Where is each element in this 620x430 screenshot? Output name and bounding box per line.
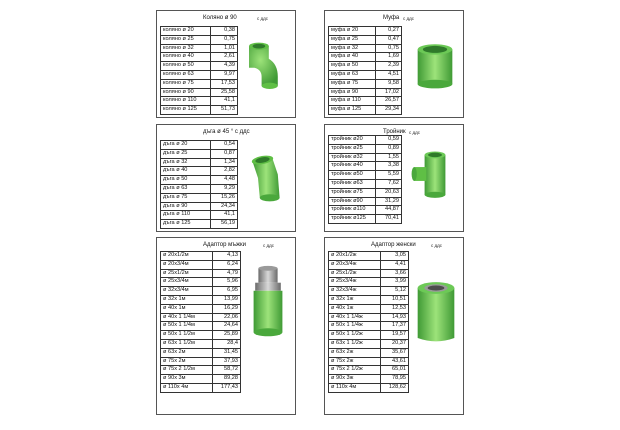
- item-price: 3,66: [381, 269, 409, 278]
- item-price: 78,95: [381, 375, 409, 384]
- item-price: 4,39: [211, 62, 238, 71]
- item-price: 2,39: [376, 62, 402, 71]
- table-row: [161, 331, 241, 340]
- item-name: дъга ø 20: [161, 141, 211, 150]
- item-price: 17,37: [381, 322, 409, 331]
- table-row: [329, 357, 409, 366]
- table-row: [161, 167, 238, 176]
- price-table: [160, 251, 241, 393]
- item-name: ø 40x 1м: [161, 304, 213, 313]
- item-price: 43,61: [381, 357, 409, 366]
- item-price: 5,59: [376, 171, 402, 180]
- item-name: ø 25x3/4м: [161, 278, 213, 287]
- table-row: [161, 70, 238, 79]
- table-row: [161, 193, 238, 202]
- table-row: [329, 252, 409, 261]
- item-name: коляно ø 20: [161, 27, 211, 36]
- table-row: [161, 348, 241, 357]
- table-row: [161, 176, 238, 185]
- coupling-fitting-image: [409, 35, 461, 95]
- item-name: коляно ø 75: [161, 79, 211, 88]
- item-price: 4,51: [376, 70, 402, 79]
- table-row: [161, 295, 241, 304]
- item-price: 4,79: [213, 269, 241, 278]
- item-name: ø 75x 2 1/2ж: [329, 366, 381, 375]
- table-row: [161, 53, 238, 62]
- item-name: дъга ø 75: [161, 193, 211, 202]
- item-price: 25,58: [211, 88, 238, 97]
- table-row: [329, 331, 409, 340]
- item-price: 58,72: [213, 366, 241, 375]
- item-name: коляно ø 50: [161, 62, 211, 71]
- table-row: [161, 260, 241, 269]
- item-name: дъга ø 125: [161, 220, 211, 229]
- table-row: [329, 79, 402, 88]
- item-name: тройник ø25: [329, 144, 376, 153]
- table-row: [329, 197, 402, 206]
- item-price: 22,06: [213, 313, 241, 322]
- tee-fitting-image: [409, 135, 461, 213]
- item-price: 51,73: [211, 106, 238, 115]
- table-row: [329, 62, 402, 71]
- table-row: [329, 44, 402, 53]
- item-name: ø 63x 1 1/2ж: [329, 339, 381, 348]
- item-price: 7,62: [376, 179, 402, 188]
- table-row: [161, 366, 241, 375]
- item-price: 44,87: [376, 206, 402, 215]
- table-row: [161, 97, 238, 106]
- table-row: [161, 35, 238, 44]
- item-price: 0,59: [376, 136, 402, 145]
- item-price: 35,67: [381, 348, 409, 357]
- card-title: Адаптор мъжки: [203, 242, 246, 248]
- item-name: ø 50x 1 1/4ж: [329, 322, 381, 331]
- table-row: [161, 322, 241, 331]
- table-row: [329, 260, 409, 269]
- item-name: тройник ø40: [329, 162, 376, 171]
- table-row: [329, 106, 402, 115]
- item-price: 15,26: [211, 193, 238, 202]
- item-price: 65,01: [381, 366, 409, 375]
- item-price: 3,05: [381, 252, 409, 261]
- item-name: ø 63x 2м: [161, 348, 213, 357]
- table-row: [161, 106, 238, 115]
- table-row: [161, 27, 238, 36]
- item-name: тройник ø90: [329, 197, 376, 206]
- item-name: ø 63x 1 1/2м: [161, 339, 213, 348]
- table-row: [161, 357, 241, 366]
- item-price: 0,54: [211, 141, 238, 150]
- item-name: ø 25x1/2ж: [329, 269, 381, 278]
- item-name: ø 50x 1 1/2м: [161, 331, 213, 340]
- table-row: [161, 149, 238, 158]
- item-name: ø 40x 1 1/4м: [161, 313, 213, 322]
- item-name: муфа ø 63: [329, 70, 376, 79]
- table-row: [329, 70, 402, 79]
- item-name: ø 32x3/4ж: [329, 287, 381, 296]
- table-row: [161, 44, 238, 53]
- item-price: 0,89: [376, 144, 402, 153]
- table-row: [329, 313, 409, 322]
- table-row: [329, 375, 409, 384]
- item-price: 0,87: [211, 149, 238, 158]
- item-name: тройник ø63: [329, 179, 376, 188]
- price-table: [328, 251, 409, 393]
- item-price: 41,1: [211, 97, 238, 106]
- item-name: коляно ø 32: [161, 44, 211, 53]
- table-row: [329, 179, 402, 188]
- item-price: 0,47: [376, 35, 402, 44]
- item-price: 0,75: [211, 35, 238, 44]
- table-row: [161, 211, 238, 220]
- item-price: 0,75: [376, 44, 402, 53]
- card-title: Коляно ø 90: [203, 15, 237, 21]
- item-price: 128,62: [381, 383, 409, 392]
- item-name: коляно ø 40: [161, 53, 211, 62]
- elbow-90-fitting-image: [240, 33, 294, 99]
- card-coupling: [324, 10, 464, 118]
- table-row: [329, 366, 409, 375]
- item-price: 20,37: [381, 339, 409, 348]
- item-name: дъга ø 110: [161, 211, 211, 220]
- table-row: [161, 313, 241, 322]
- table-row: [161, 158, 238, 167]
- item-price: 16,29: [213, 304, 241, 313]
- item-name: ø 75x 2м: [161, 357, 213, 366]
- price-table: [160, 140, 238, 229]
- item-name: муфа ø 125: [329, 106, 376, 115]
- item-name: муфа ø 40: [329, 53, 376, 62]
- table-row: [161, 269, 241, 278]
- table-row: [161, 339, 241, 348]
- female-adapter-fitting-image: [411, 268, 461, 358]
- card-title: Тройник: [383, 129, 406, 135]
- table-row: [329, 383, 409, 392]
- item-price: 9,97: [211, 70, 238, 79]
- item-price: 2,82: [211, 167, 238, 176]
- item-price: 56,19: [211, 220, 238, 229]
- item-price: 19,57: [381, 331, 409, 340]
- item-price: 29,34: [376, 106, 402, 115]
- item-price: 1,55: [376, 153, 402, 162]
- item-name: ø 50x 1 1/2ж: [329, 331, 381, 340]
- table-row: [329, 206, 402, 215]
- item-price: 41,1: [211, 211, 238, 220]
- table-row: [329, 35, 402, 44]
- card-tee: [324, 124, 464, 232]
- item-price: 4,41: [381, 260, 409, 269]
- item-name: муфа ø 90: [329, 88, 376, 97]
- item-name: ø 25x3/4ж: [329, 278, 381, 287]
- table-row: [329, 88, 402, 97]
- item-price: 4,48: [211, 176, 238, 185]
- card-title: Адаптор женски: [371, 242, 416, 248]
- item-price: 13,99: [213, 295, 241, 304]
- item-name: ø 20x1/2м: [161, 252, 213, 261]
- item-name: тройник ø20: [329, 136, 376, 145]
- item-price: 0,38: [211, 27, 238, 36]
- item-name: тройник ø50: [329, 171, 376, 180]
- table-row: [161, 220, 238, 229]
- item-price: 10,51: [381, 295, 409, 304]
- item-price: 3,99: [381, 278, 409, 287]
- table-row: [329, 97, 402, 106]
- item-price: 17,53: [211, 79, 238, 88]
- vat-label: с ддс: [403, 16, 415, 21]
- item-name: ø 20x3/4м: [161, 260, 213, 269]
- item-price: 6,95: [213, 287, 241, 296]
- item-price: 9,29: [211, 184, 238, 193]
- vat-label: с ддс: [431, 243, 443, 248]
- item-price: 9,58: [376, 79, 402, 88]
- item-name: коляно ø 90: [161, 88, 211, 97]
- item-name: ø 20x1/2ж: [329, 252, 381, 261]
- item-name: ø 75x 2ж: [329, 357, 381, 366]
- item-name: ø 32x3/4м: [161, 287, 213, 296]
- table-row: [161, 141, 238, 150]
- item-name: ø 63x 2ж: [329, 348, 381, 357]
- item-price: 6,24: [213, 260, 241, 269]
- table-row: [329, 278, 409, 287]
- item-name: дъга ø 50: [161, 176, 211, 185]
- table-row: [329, 269, 409, 278]
- item-price: 1,69: [376, 53, 402, 62]
- item-name: коляно ø 63: [161, 70, 211, 79]
- item-price: 4,13: [213, 252, 241, 261]
- table-row: [329, 287, 409, 296]
- card-male-adapter: [156, 237, 296, 415]
- male-adapter-fitting-image: [244, 256, 292, 351]
- table-row: [161, 184, 238, 193]
- table-row: [161, 62, 238, 71]
- item-name: муфа ø 50: [329, 62, 376, 71]
- vat-label: с ддс: [257, 16, 269, 21]
- table-row: [329, 162, 402, 171]
- item-name: ø 40x 1 1/4ж: [329, 313, 381, 322]
- item-price: 37,93: [213, 357, 241, 366]
- item-name: тройник ø32: [329, 153, 376, 162]
- table-row: [161, 278, 241, 287]
- card-title: дъга ø 45 ° с ддс: [203, 129, 250, 135]
- item-price: 20,63: [376, 188, 402, 197]
- price-table: [160, 26, 238, 115]
- item-price: 5,96: [213, 278, 241, 287]
- item-price: 70,41: [376, 215, 402, 224]
- item-name: дъга ø 32: [161, 158, 211, 167]
- item-price: 26,57: [376, 97, 402, 106]
- table-row: [161, 304, 241, 313]
- item-name: ø 25x1/2м: [161, 269, 213, 278]
- item-price: 2,61: [211, 53, 238, 62]
- item-name: тройник ø75: [329, 188, 376, 197]
- item-price: 31,45: [213, 348, 241, 357]
- item-name: ø 50x 1 1/4м: [161, 322, 213, 331]
- table-row: [329, 27, 402, 36]
- price-table: [328, 135, 402, 224]
- table-row: [329, 153, 402, 162]
- item-name: муфа ø 32: [329, 44, 376, 53]
- item-price: 24,34: [211, 202, 238, 211]
- item-name: тройник ø110: [329, 206, 376, 215]
- table-row: [161, 202, 238, 211]
- item-name: ø 32x 1ж: [329, 295, 381, 304]
- table-row: [161, 375, 241, 384]
- item-price: 31,29: [376, 197, 402, 206]
- item-name: коляно ø 125: [161, 106, 211, 115]
- item-name: дъга ø 63: [161, 184, 211, 193]
- table-row: [329, 171, 402, 180]
- item-name: ø 110x 4м: [329, 383, 381, 392]
- item-name: ø 20x3/4ж: [329, 260, 381, 269]
- table-row: [161, 79, 238, 88]
- item-name: коляно ø 110: [161, 97, 211, 106]
- table-row: [161, 287, 241, 296]
- item-price: 5,12: [381, 287, 409, 296]
- elbow-45-fitting-image: [240, 145, 294, 211]
- item-name: тройник ø125: [329, 215, 376, 224]
- item-price: 17,02: [376, 88, 402, 97]
- table-row: [329, 53, 402, 62]
- item-name: ø 90x 3м: [161, 375, 213, 384]
- item-price: 24,64: [213, 322, 241, 331]
- price-table: [328, 26, 402, 115]
- vat-label: с ддс: [409, 130, 421, 135]
- item-price: 1,01: [211, 44, 238, 53]
- item-price: 0,27: [376, 27, 402, 36]
- item-price: 25,89: [213, 331, 241, 340]
- card-elbow-90: [156, 10, 296, 118]
- item-name: ø 75x 2 1/2м: [161, 366, 213, 375]
- item-name: муфа ø 25: [329, 35, 376, 44]
- table-row: [161, 252, 241, 261]
- item-price: 3,38: [376, 162, 402, 171]
- item-name: муфа ø 110: [329, 97, 376, 106]
- card-female-adapter: [324, 237, 464, 415]
- table-row: [329, 188, 402, 197]
- table-row: [329, 322, 409, 331]
- table-row: [329, 304, 409, 313]
- table-row: [329, 215, 402, 224]
- item-name: коляно ø 25: [161, 35, 211, 44]
- item-name: дъга ø 90: [161, 202, 211, 211]
- table-row: [329, 144, 402, 153]
- table-row: [161, 383, 241, 392]
- table-row: [329, 295, 409, 304]
- table-row: [161, 88, 238, 97]
- item-price: 12,53: [381, 304, 409, 313]
- card-title: Муфа: [383, 15, 400, 21]
- table-row: [329, 136, 402, 145]
- table-row: [329, 339, 409, 348]
- table-row: [329, 348, 409, 357]
- item-price: 177,43: [213, 383, 241, 392]
- item-price: 89,28: [213, 375, 241, 384]
- item-name: ø 32x 1м: [161, 295, 213, 304]
- item-name: муфа ø 20: [329, 27, 376, 36]
- item-price: 1,34: [211, 158, 238, 167]
- item-price: 28,4: [213, 339, 241, 348]
- item-name: ø 110x 4м: [161, 383, 213, 392]
- vat-label: с ддс: [263, 243, 275, 248]
- item-name: дъга ø 25: [161, 149, 211, 158]
- item-price: 14,93: [381, 313, 409, 322]
- item-name: ø 40x 1ж: [329, 304, 381, 313]
- card-elbow-45: [156, 124, 296, 232]
- item-name: муфа ø 75: [329, 79, 376, 88]
- item-name: ø 90x 3ж: [329, 375, 381, 384]
- item-name: дъга ø 40: [161, 167, 211, 176]
